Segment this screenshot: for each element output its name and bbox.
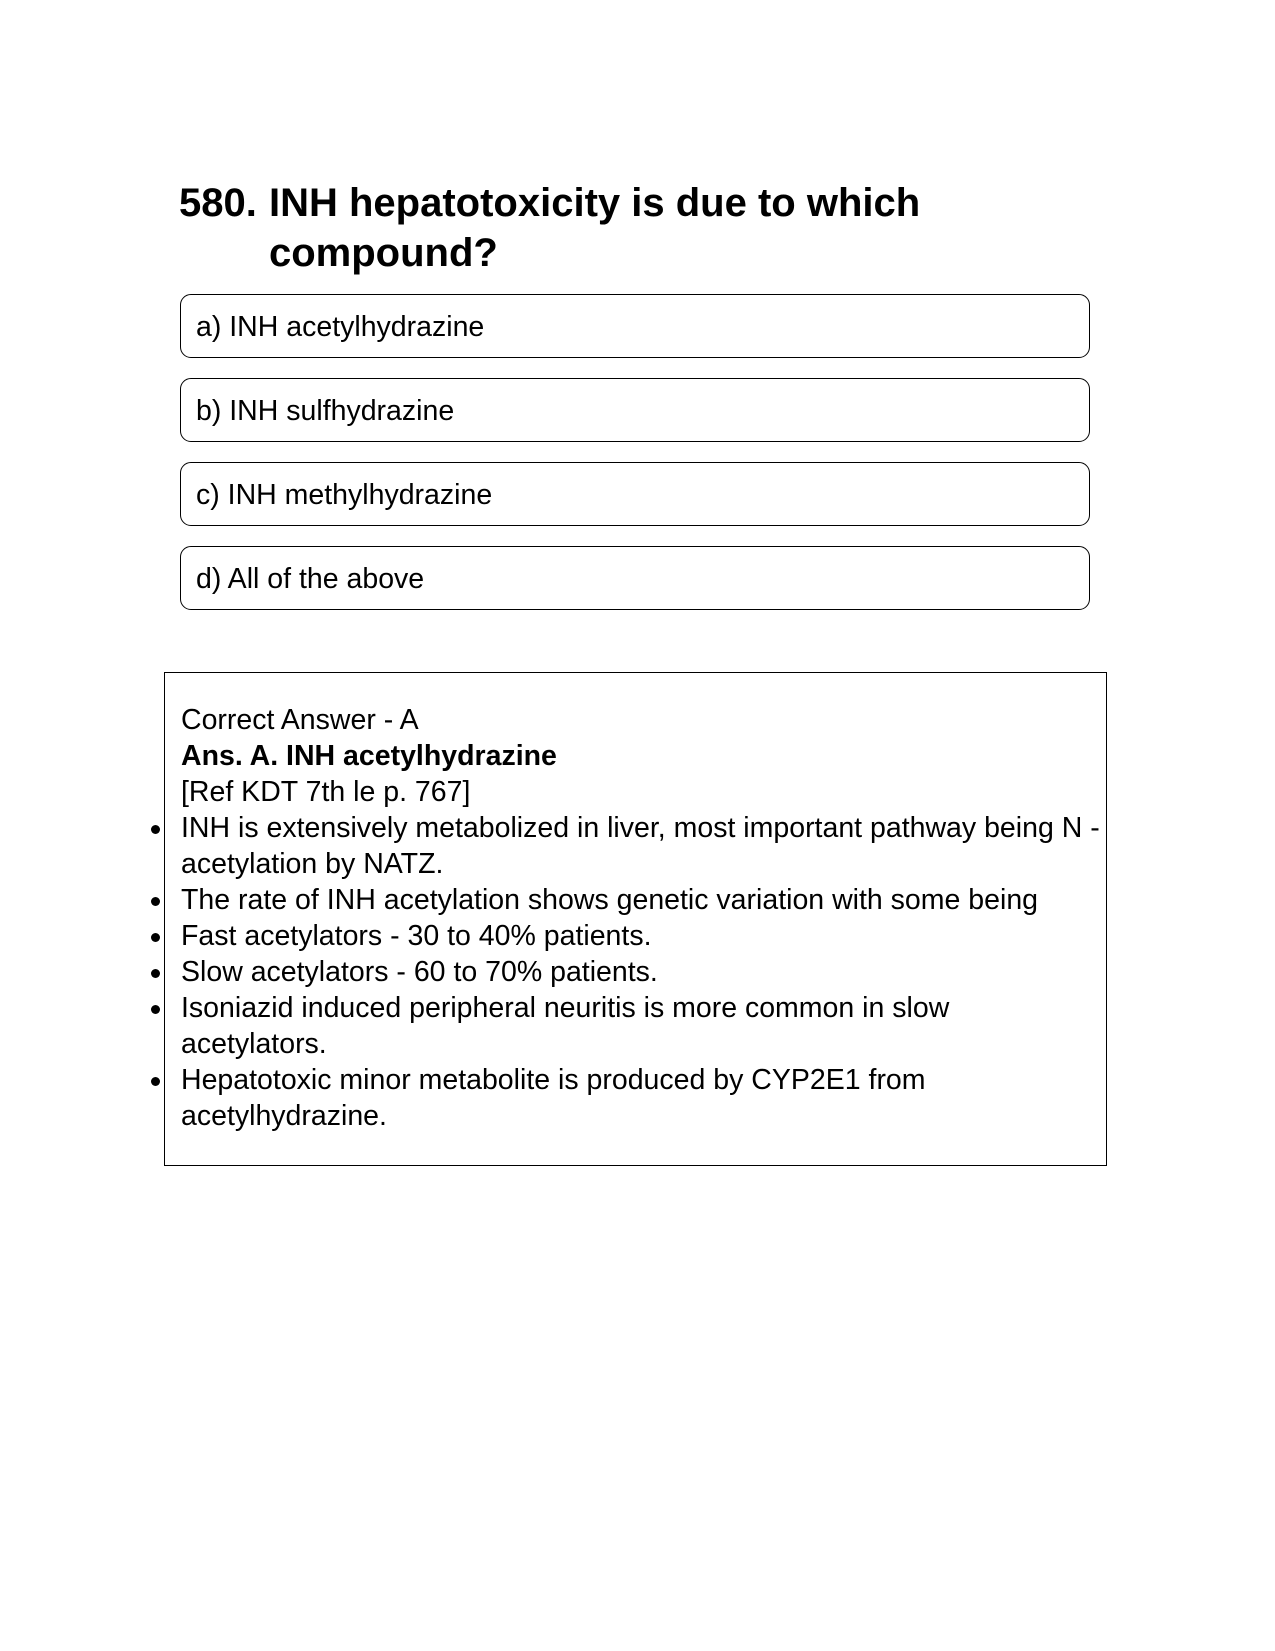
list-item: Slow acetylators - 60 to 70% patients.	[181, 954, 1101, 990]
correct-answer: Correct Answer - A	[181, 704, 419, 736]
answer-title: Ans. A. INH acetylhydrazine	[181, 740, 557, 772]
list-item: The rate of INH acetylation shows genetic variation with some being	[181, 882, 1101, 918]
question-text: INH hepatotoxicity is due to which compound?	[269, 181, 921, 275]
question-number: 580.	[179, 181, 257, 225]
option-a[interactable]: a) INH acetylhydrazine	[180, 294, 1090, 358]
answer-content	[181, 702, 1101, 1134]
list-item: INH is extensively metabolized in liver, most important pathway being N - acetylation by NATZ.	[181, 812, 1100, 880]
list-item: Hepatotoxic minor metabolite is produced by CYP2E1 from acetylhydrazine.	[181, 1062, 1101, 1134]
list-item: Fast acetylators - 30 to 40% patients.	[181, 918, 1101, 954]
question-heading	[179, 178, 1079, 278]
list-item: Isoniazid induced peripheral neuritis is more common in slow acetylators.	[181, 990, 1101, 1062]
explanation-list	[181, 810, 1101, 1134]
option-d[interactable]: d) All of the above	[180, 546, 1090, 610]
option-c[interactable]: c) INH methylhydrazine	[180, 462, 1090, 526]
answer-reference: [Ref KDT 7th le p. 767]	[181, 776, 471, 808]
option-b[interactable]: b) INH sulfhydrazine	[180, 378, 1090, 442]
